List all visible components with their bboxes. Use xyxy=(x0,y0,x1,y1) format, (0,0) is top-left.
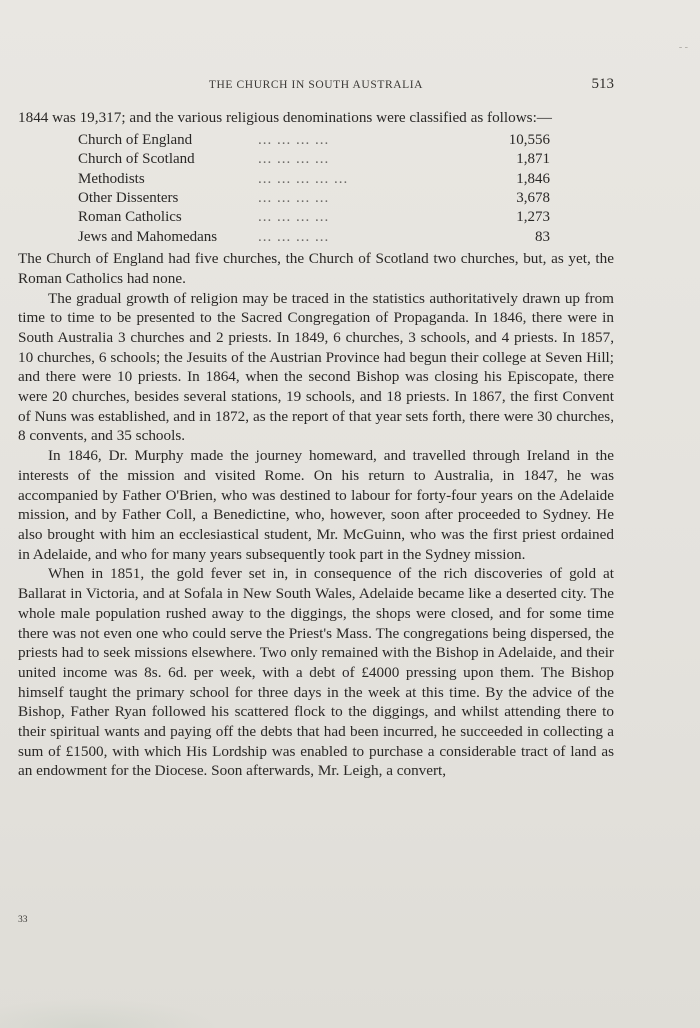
denomination-name: Church of England xyxy=(78,131,193,148)
running-title: THE CHURCH IN SOUTH AUSTRALIA xyxy=(208,79,424,91)
table-row xyxy=(78,189,550,208)
paragraph-churches: The Church of England had five churches, the Church of Scotland two churches, but, as yet, the Roman Catholics had none. xyxy=(18,250,614,287)
leader-dots: ... ... ... ... xyxy=(258,189,330,206)
denomination-count: 1,846 xyxy=(516,170,550,187)
signature-mark: 33 xyxy=(18,915,28,925)
page-number: 513 xyxy=(591,76,614,92)
paragraph-gold-fever: When in 1851, the gold fever set in, in consequence of the rich discoveries of gold at Ballarat in Victoria, and at Sofala in New South Wales, Adelaide became like a deserted city. The whole male population rushed away to the diggings, the shops were closed, and for some time there was not even one who could serve the Priest's Mass. The congregations being dispersed, the priests had to seek missions elsewhere. Two only remained with the Bishop in Adelaide, and their united income was 8s. 6d. per week, with a debt of £4000 pressing upon them. The Bishop himself taught the primary school for three days in the week at this time. By the advice of the Bishop, Father Ryan followed his scattered flock to the diggings, and whilst attending there to their spiritual wants and paying off the debts that had been incurred, he succeeded in collecting a sum of £1500, with which His Lordship was enabled to purchase a considerable tract of land as an endowment for the Diocese. Soon afterwards, Mr. Leigh, a convert, xyxy=(18,565,614,780)
page-header xyxy=(18,76,614,96)
leader-dots: ... ... ... ... ... xyxy=(258,170,349,187)
leader-dots: ... ... ... ... xyxy=(258,151,330,168)
denomination-count: 83 xyxy=(535,228,550,245)
table-row xyxy=(78,131,550,150)
paragraph-murphy: In 1846, Dr. Murphy made the journey homeward, and travelled through Ireland in the interests of the mission and visited Rome. On his return to Australia, in 1847, he was accompanied by Father O'Brien, who was destined to labour for forty-four years on the Adelaide mission, and by Father Coll, a Benedictine, who, however, soon after proceeded to Sydney. He also brought with him an ecclesiastical student, Mr. McGuinn, who was the first priest ordained in Adelaide, and who for many years subsequently took part in the Sydney mission. xyxy=(18,447,614,563)
denomination-name: Jews and Mahomedans xyxy=(78,228,218,245)
denomination-count: 1,871 xyxy=(516,151,550,168)
leader-dots: ... ... ... ... xyxy=(258,228,330,245)
page-stain xyxy=(0,998,220,1028)
denomination-name: Church of Scotland xyxy=(78,151,195,168)
denomination-count: 10,556 xyxy=(508,131,550,148)
table-row xyxy=(78,170,550,189)
leader-dots: ... ... ... ... xyxy=(258,209,330,226)
denomination-count: 3,678 xyxy=(516,189,550,206)
leader-dots: ... ... ... ... xyxy=(258,131,330,148)
denomination-name: Roman Catholics xyxy=(78,209,182,226)
paragraph-growth: The gradual growth of religion may be traced in the statistics authoritatively drawn up from time to time to be presented to the Sacred Congregation of Propaganda. In 1846, there were in South Australia 3 churches and 2 priests. In 1849, 6 churches, 3 schools, and 4 priests. In 1857, 10 churches, 6 schools; the Jesuits of the Austrian Province had begun their college at Seven Hill; and there were 10 priests. In 1864, when the second Bishop was closing his Episcopate, there were 20 churches, besides several stations, 19 schools, and 18 priests. In 1867, the first Convent of Nuns was established, and in 1872, as the report of that year sets forth, there were 30 churches, 8 convents, and 35 schools. xyxy=(18,289,614,445)
intro-line: 1844 was 19,317; and the various religious denominations were classified as follows:— xyxy=(18,109,552,126)
table-row xyxy=(78,208,550,227)
denomination-table xyxy=(78,131,550,247)
margin-mark: - - xyxy=(678,42,688,53)
denomination-name: Methodists xyxy=(78,170,145,187)
denomination-name: Other Dissenters xyxy=(78,189,179,206)
table-row xyxy=(78,228,550,247)
denomination-count: 1,273 xyxy=(516,209,550,226)
table-row xyxy=(78,150,550,169)
body-text xyxy=(18,108,614,781)
